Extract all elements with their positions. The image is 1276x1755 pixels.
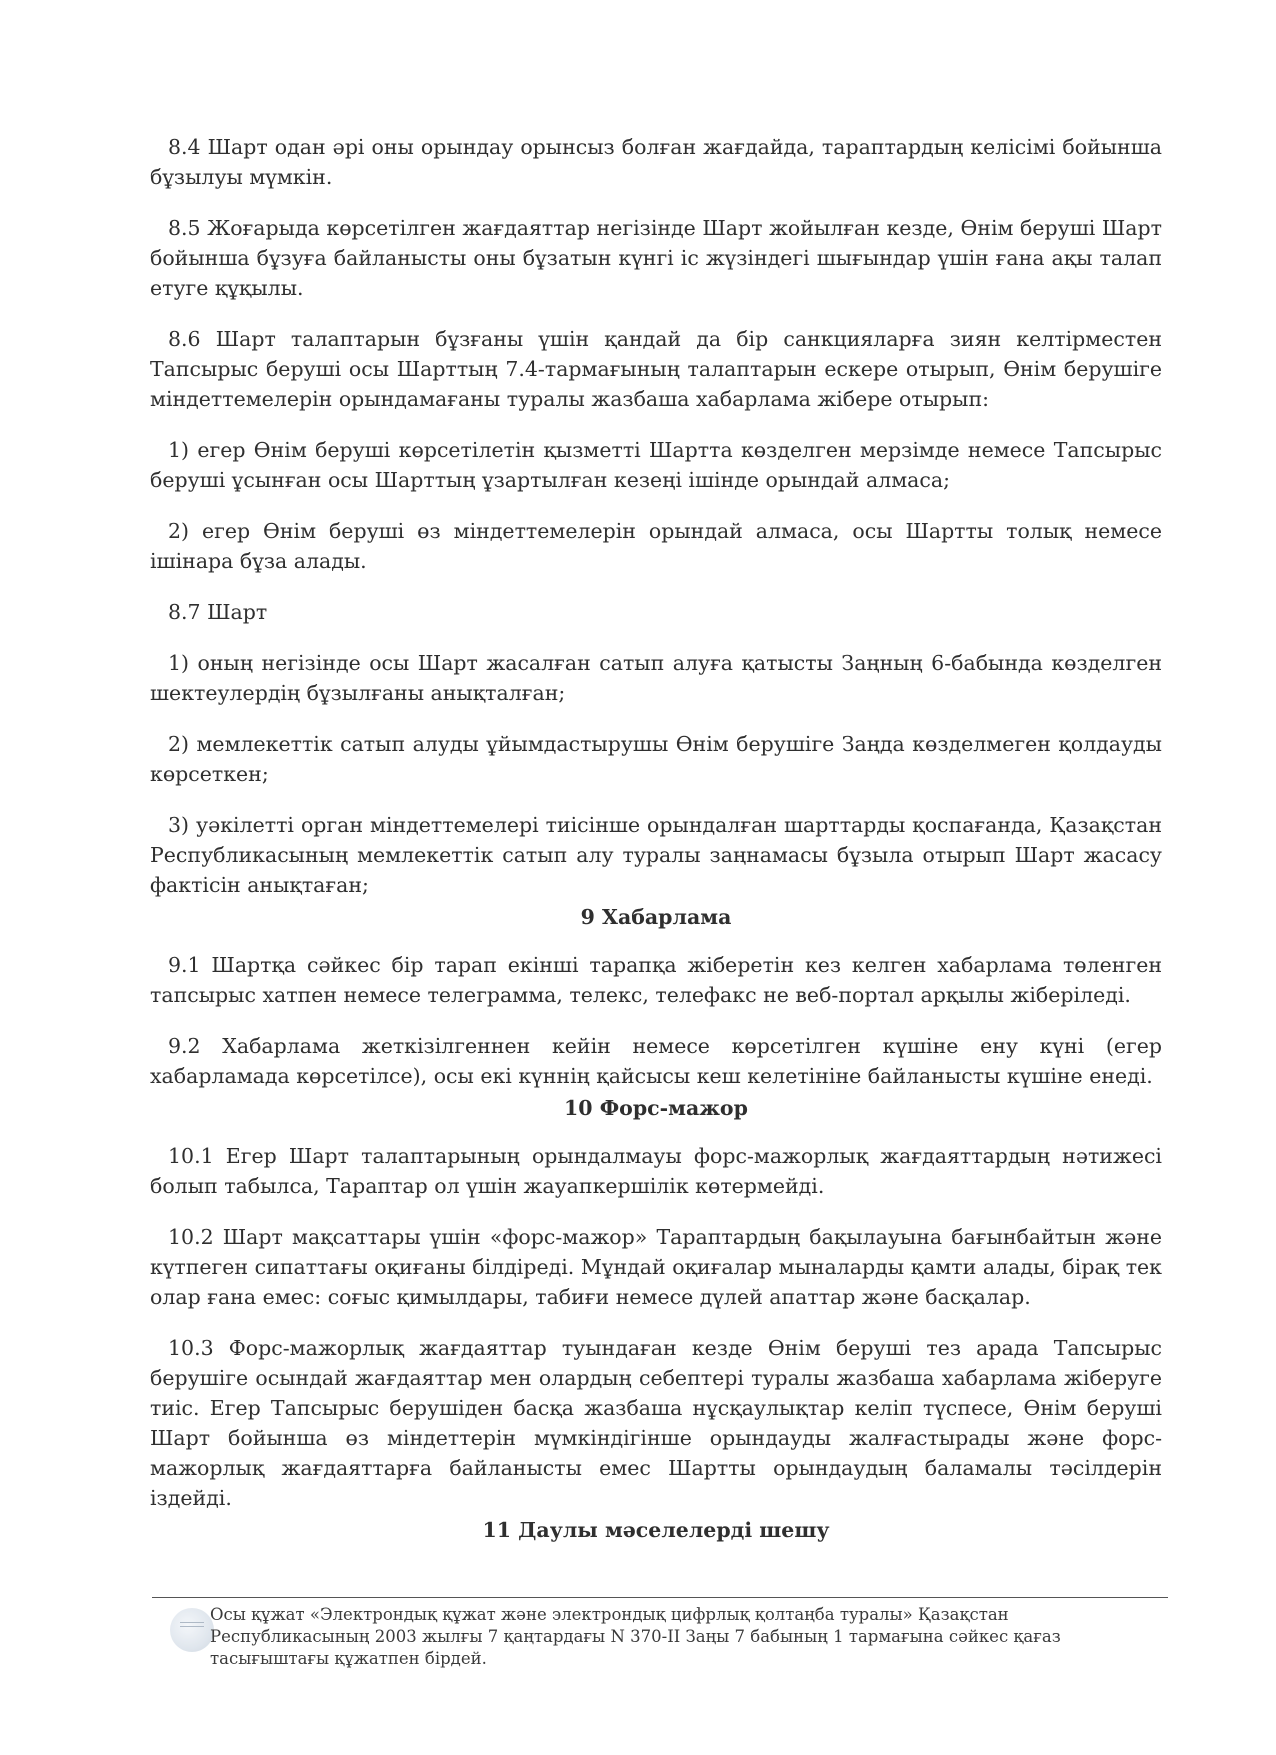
paragraph-8-6-item-1: 1) егер Өнім беруші көрсетілетін қызметті Шартта көзделген мерзімде немесе Тапсырыс беруші ұсынған осы Шарттың ұзартылған кезеңі ішінде орындай алмаса; bbox=[150, 438, 1162, 492]
paragraph-8-5: 8.5 Жоғарыда көрсетілген жағдаяттар негізінде Шарт жойылған кезде, Өнім беруші Шарт бойынша бұзуға байланысты оны бұзатын күнгі іс жүзіндегі шығындар үшін ғана ақы талап етуге құқылы. bbox=[150, 216, 1162, 300]
paragraph-8-7-item-3: 3) уәкілетті орган міндеттемелері тиісінше орындалған шарттарды қоспағанда, Қазақстан Республикасының мемлекеттік сатып алу туралы заңнамасы бұзыла отырып Шарт жасасу фактісін анықтаған; bbox=[150, 813, 1162, 897]
paragraph-8-7: 8.7 Шарт bbox=[168, 600, 268, 624]
paragraph-9-2: 9.2 Хабарлама жеткізілгеннен кейін немесе көрсетілген күшіне ену күні (егер хабарламада көрсетілсе), осы екі күннің қайсысы кеш келетініне байланысты күшіне енеді. bbox=[150, 1034, 1162, 1088]
section-10-heading: 10 Форс-мажор bbox=[564, 1096, 748, 1120]
paragraph-8-7-item-1: 1) оның негізінде осы Шарт жасалған сатып алуға қатысты Заңның 6-бабында көзделген шектеулердің бұзылғаны анықталған; bbox=[150, 651, 1162, 705]
paragraph-8-6: 8.6 Шарт талаптарын бұзғаны үшін қандай да бір санкцияларға зиян келтірместен Тапсырыс беруші осы Шарттың 7.4-тармағының талаптарын ескере отырып, Өнім берушіге міндеттемелерін орындамағаны туралы жазбаша хабарлама жібере отырып: bbox=[150, 327, 1162, 411]
paragraph-8-7-item-2: 2) мемлекеттік сатып алуды ұйымдастырушы Өнім берушіге Заңда көзделмеген қолдауды көрсеткен; bbox=[150, 732, 1162, 786]
footer bbox=[170, 1604, 1100, 1684]
section-11-heading: 11 Даулы мәселелерді шешу bbox=[482, 1518, 830, 1542]
paragraph-10-1: 10.1 Егер Шарт талаптарының орындалмауы форс-мажорлық жағдаяттардың нәтижесі болып табылса, Тараптар ол үшін жауапкершілік көтермейді. bbox=[150, 1144, 1162, 1198]
section-9-heading: 9 Хабарлама bbox=[580, 905, 732, 929]
document-body bbox=[150, 132, 1162, 1563]
paragraph-9-1: 9.1 Шартқа сәйкес бір тарап екінші тарапқа жіберетін кез келген хабарлама төленген тапсырыс хатпен немесе телеграмма, телекс, телефакс не веб-портал арқылы жіберіледі. bbox=[150, 953, 1162, 1007]
paragraph-8-4: 8.4 Шарт одан әрі оны орындау орынсыз болған жағдайда, тараптардың келісімі бойынша бұзылуы мүмкін. bbox=[150, 135, 1162, 189]
paragraph-10-2: 10.2 Шарт мақсаттары үшін «форс-мажор» Тараптардың бақылауына бағынбайтын және күтпеген сипаттағы оқиғаны білдіреді. Мұндай оқиғалар мыналарды қамти алады, бірақ тек олар ғана емес: соғыс қимылдары, табиғи немесе дүлей апаттар және басқалар. bbox=[150, 1225, 1162, 1309]
footer-divider bbox=[152, 1597, 1168, 1598]
footer-disclaimer: Осы құжат «Электрондық құжат және электрондық цифрлық қолтаңба туралы» Қазақстан Республикасының 2003 жылғы 7 қаңтардағы N 370-II Заңы 7 бабының 1 тармағына сәйкес қағаз тасығыштағы құжатпен бірдей. bbox=[210, 1605, 1061, 1668]
paragraph-10-3: 10.3 Форс-мажорлық жағдаяттар туындаған кезде Өнім беруші тез арада Тапсырыс берушіге осындай жағдаяттар мен олардың себептері туралы жазбаша хабарлама жіберуге тиіс. Егер Тапсырыс берушіден басқа жазбаша нұсқаулықтар келіп түспесе, Өнім беруші Шарт бойынша өз міндеттерін мүмкіндігінше орындауды жалғастырады және форс-мажорлық жағдаяттарға байланысты емес Шартты орындаудың баламалы тәсілдерін іздейді. bbox=[150, 1336, 1162, 1510]
e-document-seal-icon bbox=[170, 1608, 214, 1652]
paragraph-8-6-item-2: 2) егер Өнім беруші өз міндеттемелерін орындай алмаса, осы Шартты толық немесе ішінара бұза алады. bbox=[150, 519, 1162, 573]
